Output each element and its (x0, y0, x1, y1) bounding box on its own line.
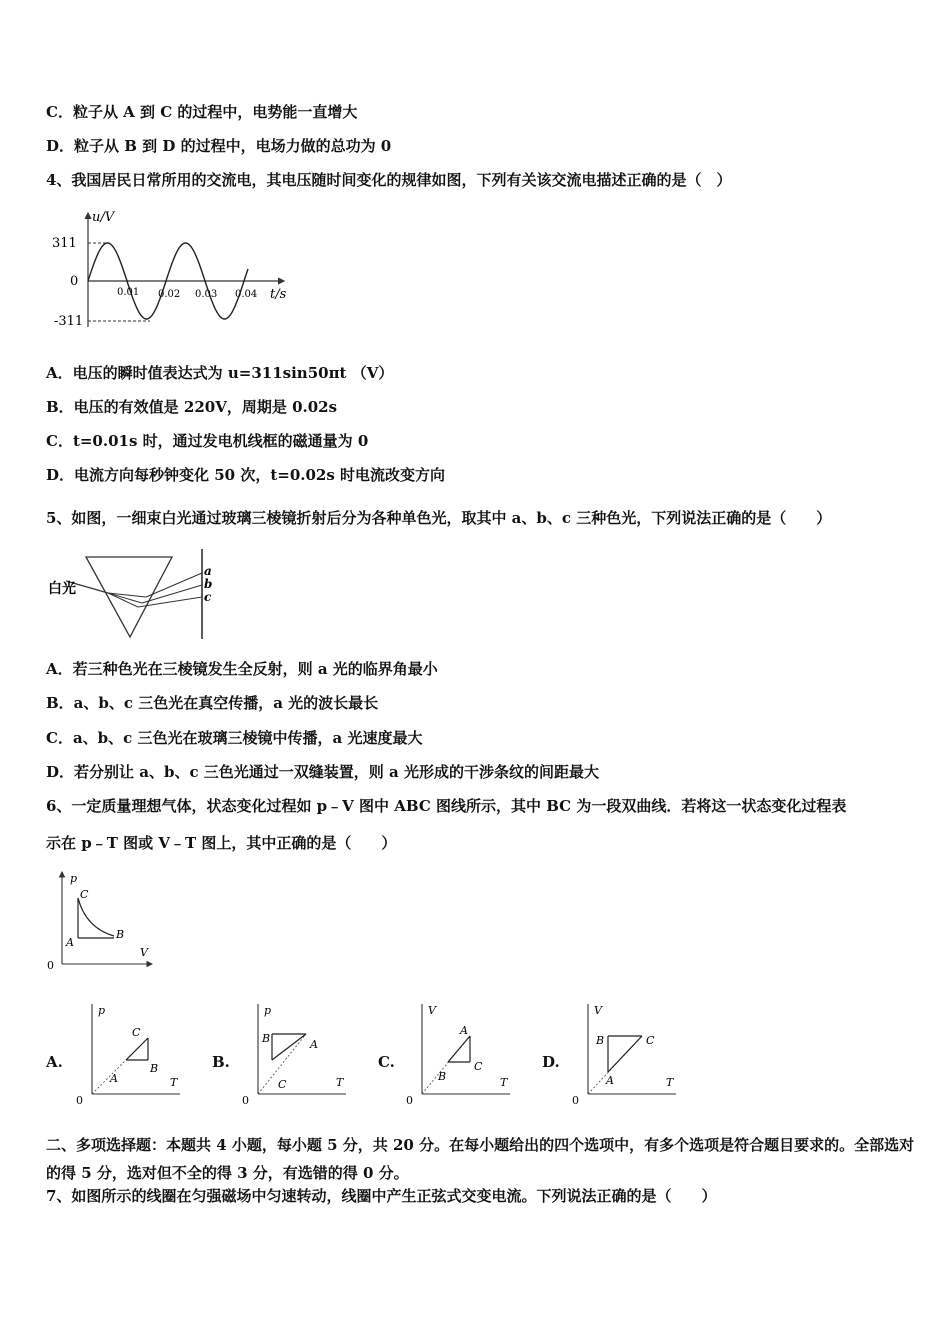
tick-label: 0.04 (235, 289, 258, 300)
option-d-q4: D．电流方向每秒钟变化 50 次，t=0.02s 时电流改变方向 (46, 466, 446, 484)
option-b-q5: B．a、b、c 三色光在真空传播，a 光的波长最长 (46, 694, 379, 712)
x-axis-label: T (336, 1076, 344, 1089)
ray-c-label: c (204, 590, 212, 604)
option-b-graph (240, 998, 350, 1108)
x-axis-label: T (170, 1076, 178, 1089)
origin-label: 0 (47, 959, 54, 971)
tick-label: 0.03 (195, 289, 218, 300)
point-a-label: A (110, 1072, 118, 1085)
origin-label: 0 (242, 1094, 249, 1107)
point-a-label: A (66, 936, 74, 949)
question-5: 5、如图，一细束白光通过玻璃三棱镜折射后分为各种单色光，取其中 a、b、c 三种色光，下列说法正确的是（ ） (46, 509, 832, 527)
tick-label: 0.01 (117, 287, 140, 298)
y-axis-label: p (98, 1004, 106, 1017)
origin-label: 0 (572, 1094, 579, 1107)
y-axis-label: p (70, 872, 78, 885)
point-a-label: A (310, 1038, 318, 1051)
option-d-q3: D．粒子从 B 到 D 的过程中，电场力做的总功为 0 (46, 137, 392, 155)
option-c-q5: C．a、b、c 三色光在玻璃三棱镜中传播，a 光速度最大 (46, 729, 423, 747)
x-axis-label: T (500, 1076, 508, 1089)
option-d-graph (570, 998, 680, 1108)
origin-label: 0 (406, 1094, 413, 1107)
option-c-q3: C．粒子从 A 到 C 的过程中，电势能一直增大 (46, 103, 358, 121)
tick-label: 0.02 (158, 289, 181, 300)
point-c-label: C (278, 1078, 287, 1091)
option-a-q4: A．电压的瞬时值表达式为 u=311sin50πt （V） (46, 364, 394, 382)
option-d-q5: D．若分别让 a、b、c 三色光通过一双缝装置，则 a 光形成的干涉条纹的间距最大 (46, 763, 599, 781)
option-c-label[interactable]: C. (378, 1053, 395, 1071)
y-axis-label: u/V (92, 210, 115, 225)
question-4: 4、我国居民日常所用的交流电，其电压随时间变化的规律如图，下列有关该交流电描述正确的是（ ） (46, 171, 732, 189)
point-b-label: B (438, 1070, 447, 1083)
x-axis-label: T (666, 1076, 674, 1089)
question-7: 7、如图所示的线圈在匀强磁场中匀速转动，线圈中产生正弦式交变电流。下列说法正确的是（ ） (46, 1187, 717, 1205)
ymax-label: 311 (52, 236, 77, 251)
question-6-line1: 6、一定质量理想气体，状态变化过程如 p﹣V 图中 ABC 图线所示，其中 BC 为一段双曲线．若将这一状态变化过程表 (46, 797, 847, 815)
option-c-q4: C．t=0.01s 时，通过发电机线框的磁通量为 0 (46, 432, 369, 450)
point-b-label: B (150, 1062, 159, 1075)
option-a-graph (74, 998, 184, 1108)
origin-label: 0 (76, 1094, 83, 1107)
ac-voltage-graph (52, 205, 302, 335)
point-b-label: B (596, 1034, 605, 1047)
white-light-label: 白光 (48, 581, 76, 597)
point-c-label: C (474, 1060, 483, 1073)
ray-b-label: b (204, 577, 213, 591)
x-axis-label: t/s (270, 287, 287, 302)
option-b-q4: B．电压的有效值是 220V，周期是 0.02s (46, 398, 338, 416)
y-axis-label: p (264, 1004, 272, 1017)
point-b-label: B (262, 1032, 271, 1045)
point-a-label: A (460, 1024, 468, 1037)
section-2-header: 二、多项选择题：本题共 4 小题，每小题 5 分，共 20 分。在每小题给出的四个选项中，有多个选项是符合题目要求的。全部选对的得 5 分，选对但不全的得 3 分，有选错的得 0 分。 (46, 1136, 915, 1182)
option-c-graph (404, 998, 514, 1108)
y-axis-label: V (428, 1004, 436, 1017)
question-6-line2: 示在 p﹣T 图或 V﹣T 图上，其中正确的是（ ） (46, 834, 397, 852)
option-a-q5: A．若三种色光在三棱镜发生全反射，则 a 光的临界角最小 (46, 660, 438, 678)
pv-graph (44, 866, 164, 971)
option-a-label[interactable]: A. (46, 1053, 63, 1071)
option-d-label[interactable]: D. (542, 1053, 560, 1071)
y-axis-label: V (594, 1004, 602, 1017)
ymin-label: -311 (54, 314, 84, 329)
point-c-label: C (646, 1034, 655, 1047)
point-c-label: C (132, 1026, 141, 1039)
ray-a-label: a (204, 564, 212, 578)
x-axis-label: V (140, 946, 148, 959)
point-a-label: A (606, 1074, 614, 1087)
prism-figure (46, 545, 226, 645)
point-b-label: B (116, 928, 125, 941)
option-b-label[interactable]: B. (212, 1053, 230, 1071)
zero-label: 0 (70, 274, 79, 289)
point-c-label: C (80, 888, 89, 901)
